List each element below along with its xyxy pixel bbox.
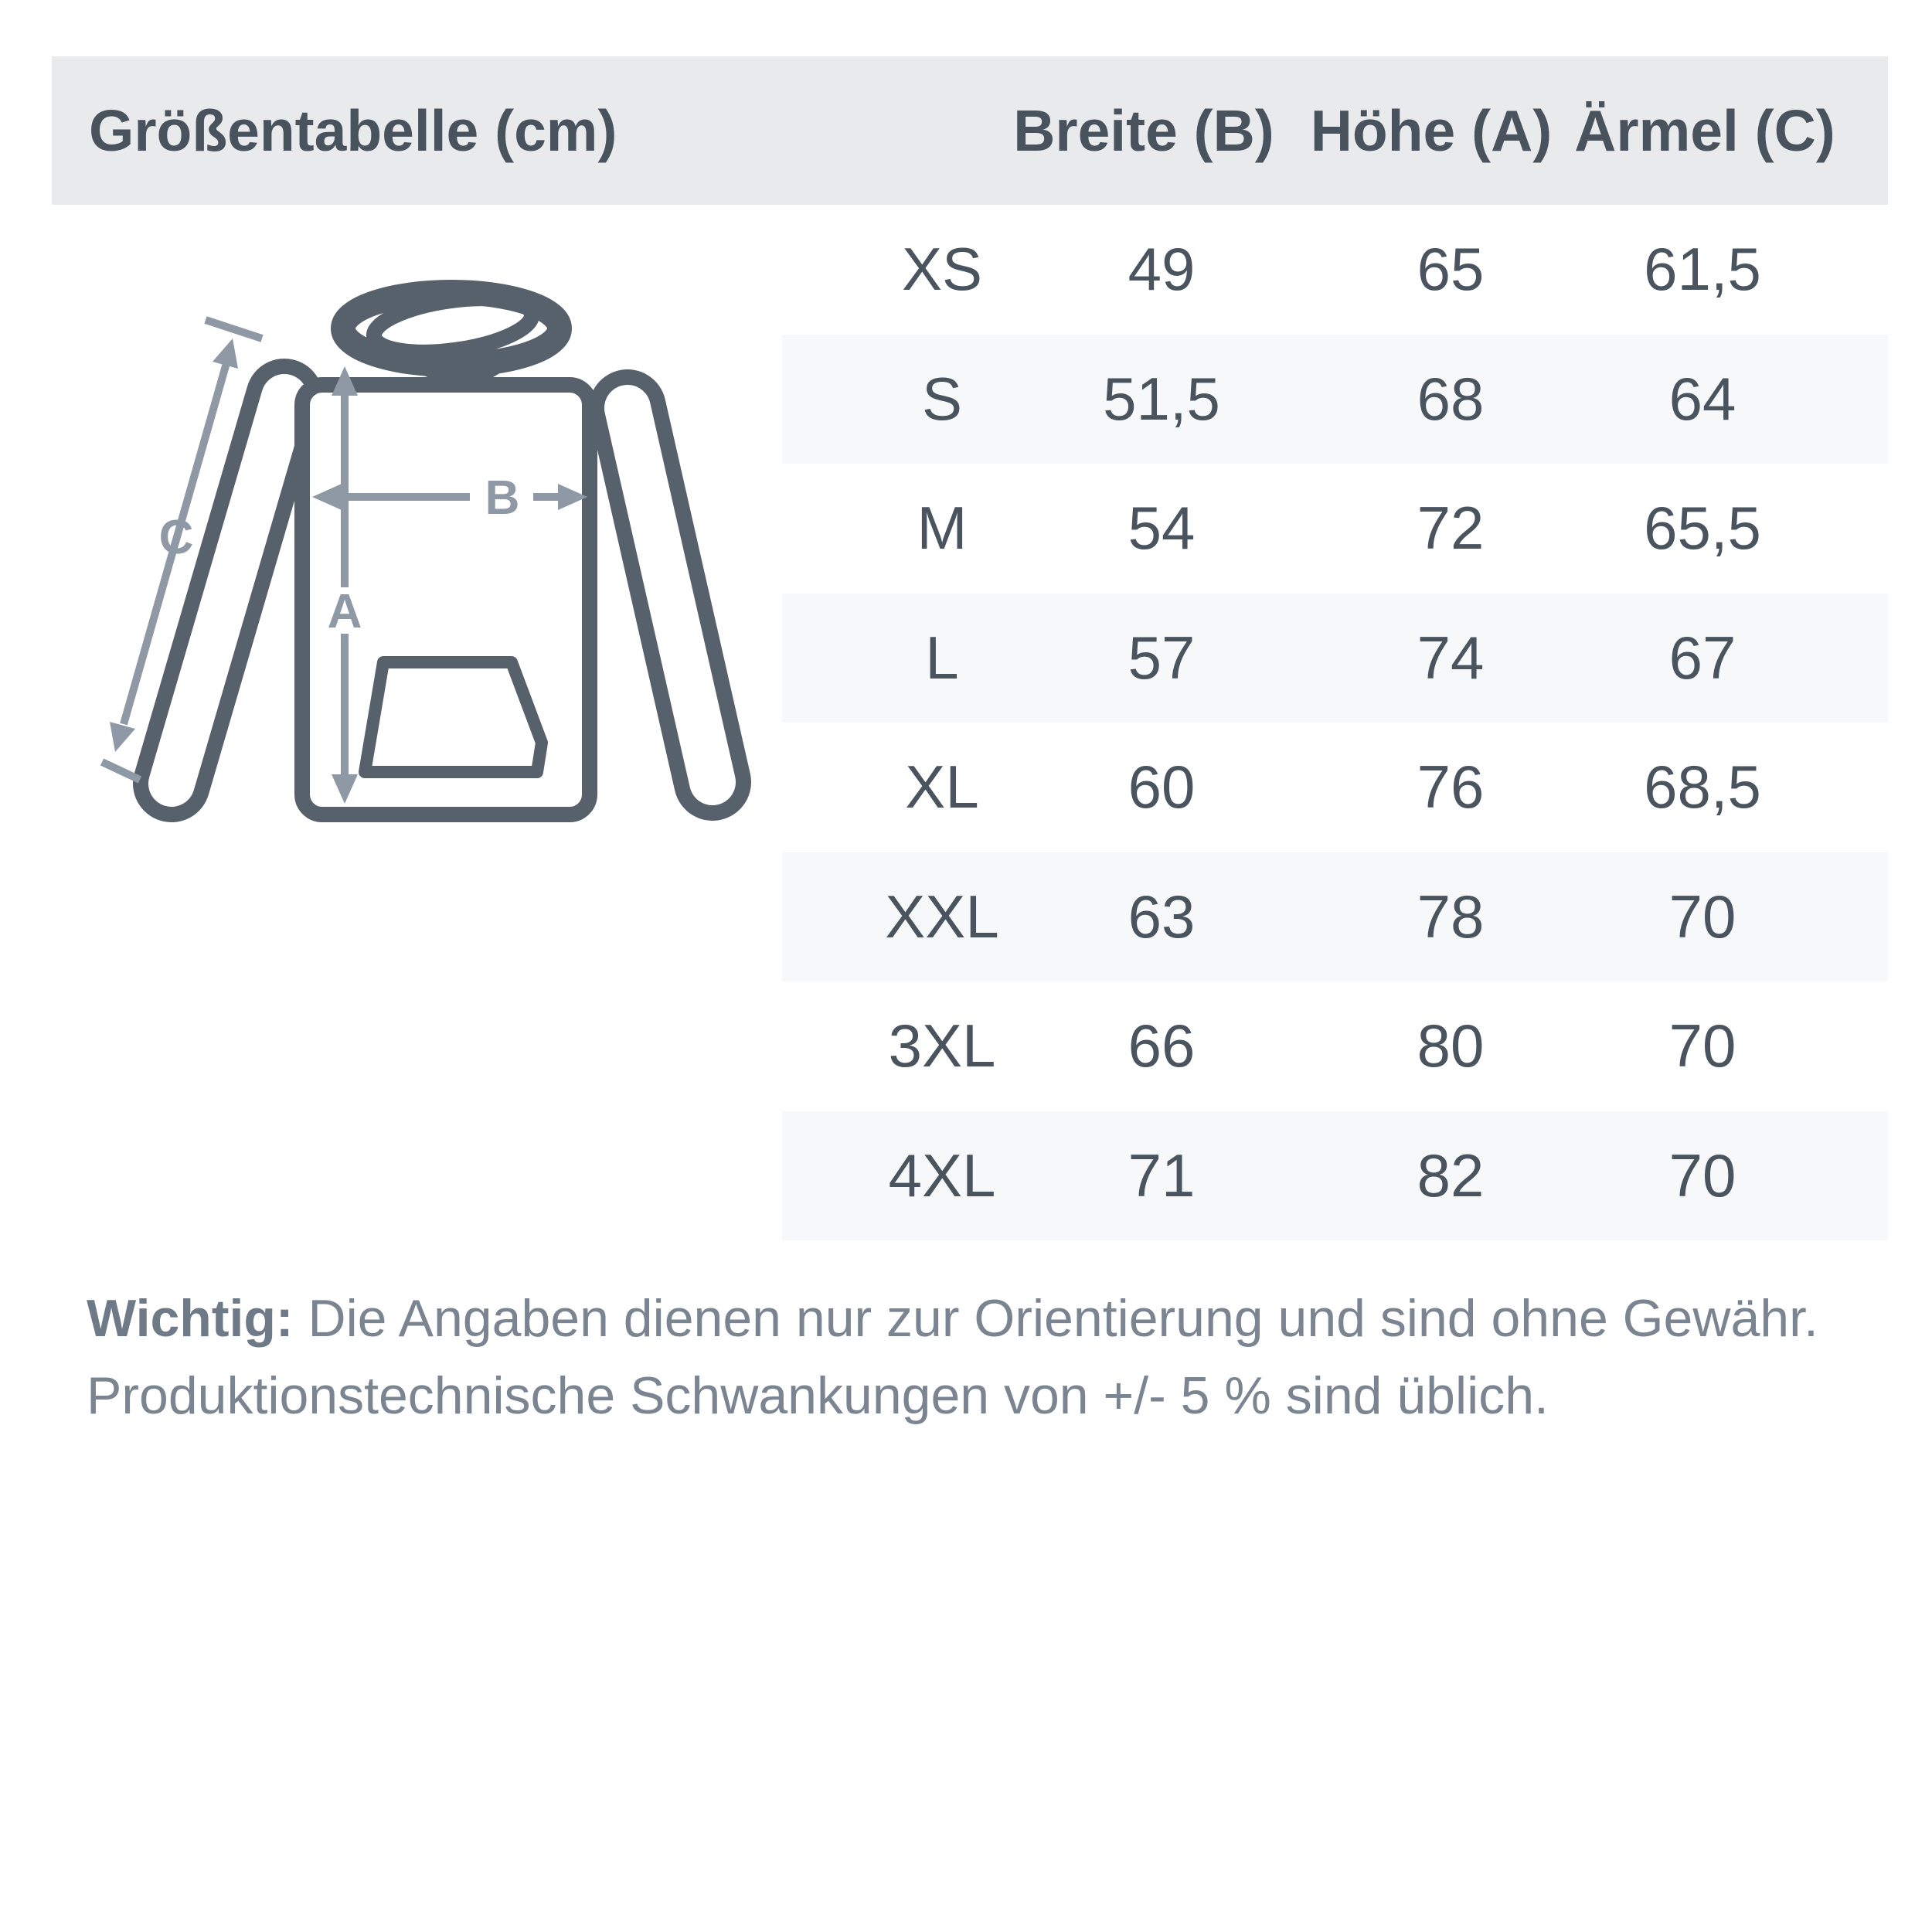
hoehe-cell: 80	[1417, 1012, 1485, 1080]
hoehe-cell: 72	[1417, 494, 1485, 562]
table-row-4xl	[782, 1111, 1888, 1241]
aermel-cell: 65,5	[1644, 494, 1761, 562]
breite-cell: 71	[1128, 1141, 1196, 1209]
breite-cell: 51,5	[1103, 364, 1220, 433]
page-title: Größentabelle (cm)	[89, 98, 617, 163]
size-cell: M	[917, 494, 968, 562]
breite-cell: 66	[1128, 1012, 1196, 1080]
hoehe-cell: 68	[1417, 364, 1485, 433]
table-row-xxl	[782, 852, 1888, 982]
hoodie-pocket	[365, 662, 542, 772]
hoehe-cell: 65	[1417, 235, 1485, 303]
table-row-xs	[782, 205, 1888, 335]
hoehe-cell: 82	[1417, 1141, 1485, 1209]
size-cell: 3XL	[888, 1012, 996, 1080]
size-table	[782, 205, 1888, 1240]
breite-cell: 60	[1128, 753, 1196, 821]
aermel-cell: 68,5	[1644, 753, 1761, 821]
footnote-line2: Produktionstechnische Schwankungen von +/- 5 % sind üblich.	[87, 1366, 1549, 1425]
hoodie-diagram	[46, 255, 788, 989]
aermel-cell: 64	[1668, 364, 1736, 433]
table-row-m	[782, 464, 1888, 594]
column-header-breite: Breite (B)	[1013, 98, 1274, 163]
footnote	[87, 1280, 1849, 1434]
sleeve-right	[628, 408, 713, 782]
footnote-line1	[87, 1280, 1849, 1357]
breite-cell: 54	[1128, 494, 1196, 562]
measure-a-label: A	[327, 585, 362, 638]
footnote-label: Wichtig:	[87, 1289, 294, 1348]
sleeve-left	[172, 397, 284, 784]
column-header-aermel: Ärmel (C)	[1574, 98, 1835, 163]
size-cell: 4XL	[888, 1141, 996, 1209]
size-cell: XS	[901, 235, 983, 303]
hoodie-hood	[343, 290, 560, 378]
size-cell: S	[921, 364, 963, 433]
aermel-cell: 67	[1668, 623, 1736, 692]
breite-cell: 49	[1128, 235, 1196, 303]
table-row-s	[782, 335, 1888, 464]
aermel-cell: 61,5	[1644, 235, 1761, 303]
column-header-hoehe: Höhe (A)	[1310, 98, 1553, 163]
table-row-xl	[782, 723, 1888, 852]
table-row-l	[782, 594, 1888, 723]
hoehe-cell: 78	[1417, 882, 1485, 951]
footnote-line1-text: Die Angaben dienen nur zur Orientierung und sind ohne Gewähr.	[293, 1289, 1818, 1348]
aermel-cell: 70	[1668, 1141, 1736, 1209]
size-cell: XXL	[885, 882, 999, 951]
measure-c-label: C	[158, 511, 194, 564]
hoehe-cell: 76	[1417, 753, 1485, 821]
size-cell: L	[925, 623, 959, 692]
breite-cell: 57	[1128, 623, 1196, 692]
measure-b-label: B	[485, 471, 520, 525]
aermel-cell: 70	[1668, 882, 1736, 951]
size-cell: XL	[905, 753, 979, 821]
aermel-cell: 70	[1668, 1012, 1736, 1080]
hoehe-cell: 74	[1417, 623, 1485, 692]
size-chart-header	[52, 56, 1888, 205]
breite-cell: 63	[1128, 882, 1196, 951]
table-row-3xl	[782, 981, 1888, 1111]
